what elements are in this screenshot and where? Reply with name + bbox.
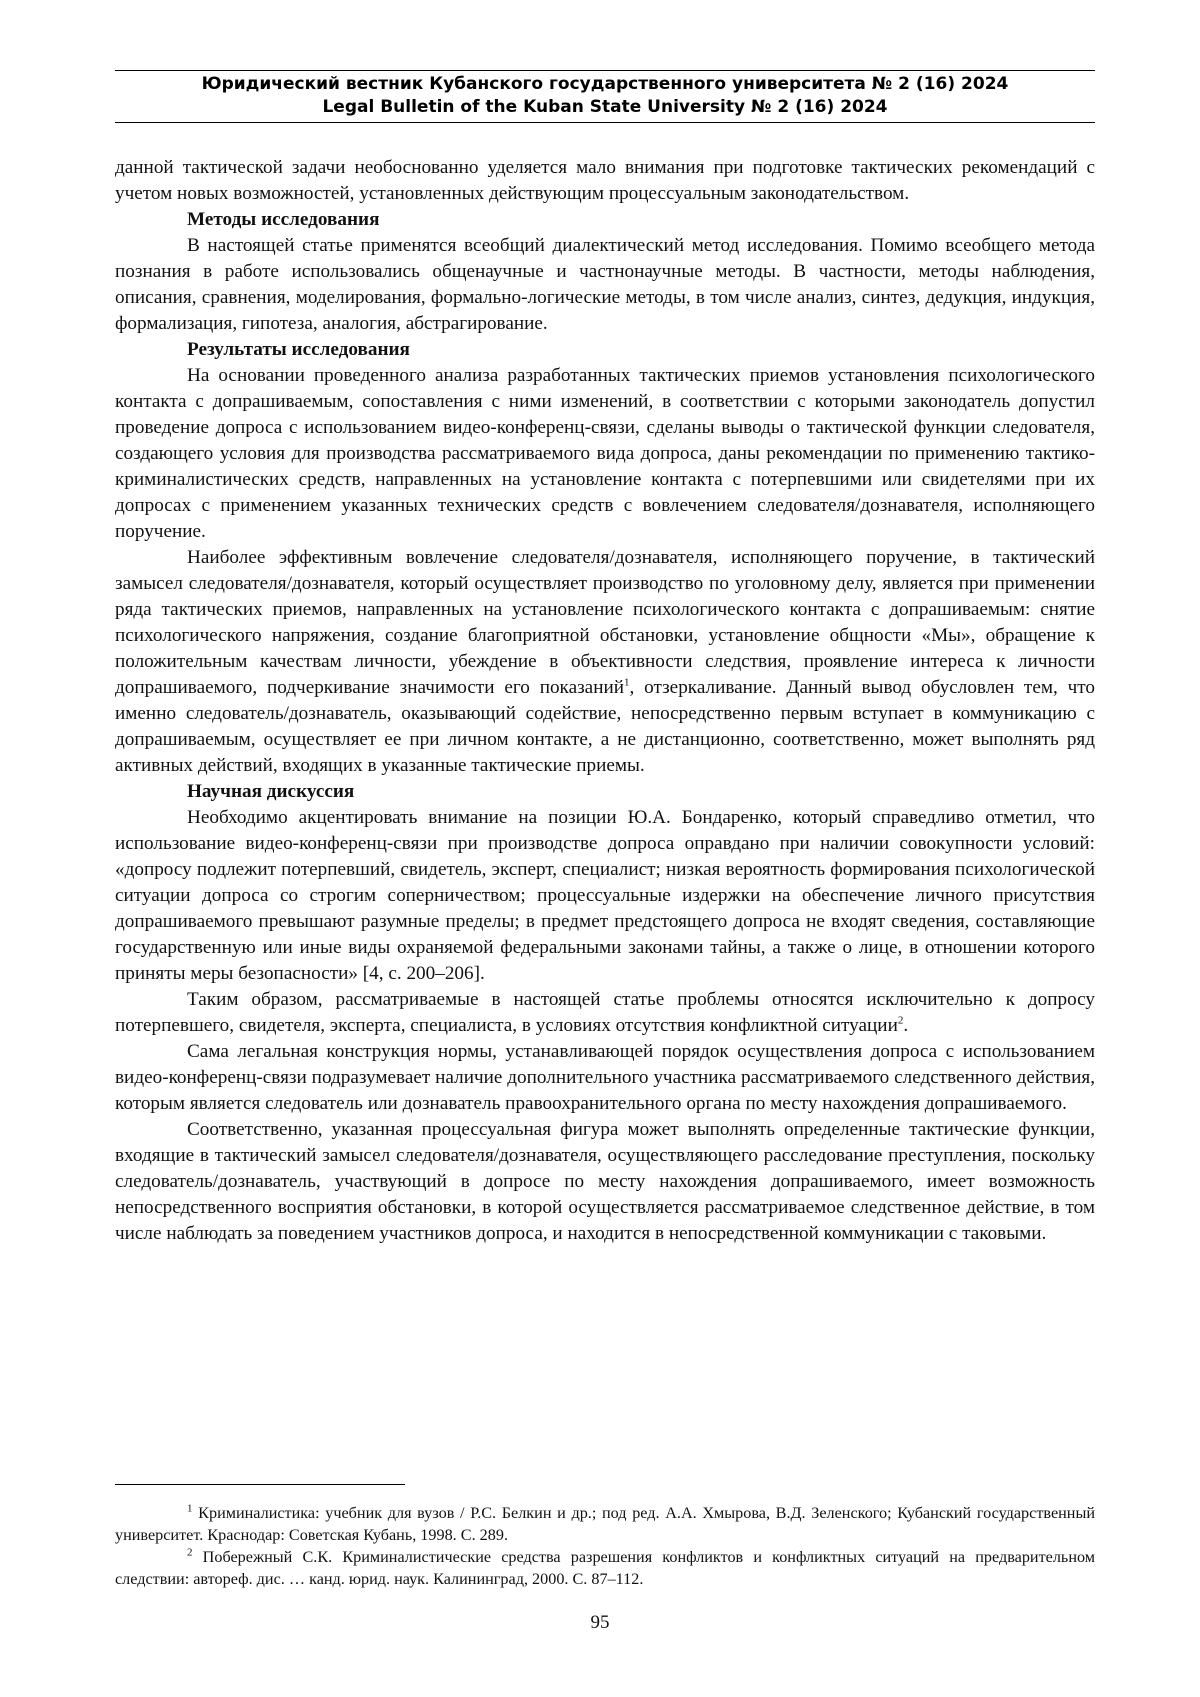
paragraph-results-1: На основании проведенного анализа разработанных тактических приемов установления психологического контакта с допрашиваемым, сопоставления с ними изменений, в соответствии с которыми законодатель допустил проведение допроса с использованием видео-конференц-связи, сделаны выводы о тактической функции следователя, создающего условия для производства рассматриваемого вида допроса, даны рекомендации по применению тактико-криминалистических средств, направленных на установление контакта с потерпевшими или свидетелями при их допросах с применением указанных технических средств с вовлечением следователя/дознавателя, исполняющего поручение. bbox=[115, 365, 1095, 542]
footnote-ref-2[interactable]: 2 bbox=[897, 1014, 904, 1027]
section-heading-methods: Методы исследования bbox=[187, 209, 380, 230]
footnote-number: 1 bbox=[187, 1502, 193, 1515]
section-heading-results: Результаты исследования bbox=[187, 339, 410, 360]
paragraph-discussion-3: Сама легальная конструкция нормы, устанавливающей порядок осуществления допроса с использованием видео-конференц-связи подразумевает наличие дополнительного участника рассматриваемого следственного действия, которым является следователь или дознаватель правоохранительного органа по месту нахождения допрашиваемого. bbox=[115, 1041, 1095, 1114]
footnote-number: 2 bbox=[187, 1546, 193, 1559]
footnote-text: Криминалистика: учебник для вузов / Р.С. Белкин и др.; под ред. А.А. Хмырова, В.Д. Зеленского; Кубанский государственный университет. Краснодар: Советская Кубань, 1998. С. 289. bbox=[115, 1504, 1096, 1544]
footnote-1 bbox=[115, 1502, 1095, 1546]
paragraph-text: , отзеркаливание. Данный вывод обусловлен тем, что именно следователь/дознаватель, оказывающий содействие, непосредственно первым вступает в коммуникацию с допрашиваемым, осуществляет ее при личном контакте, а не дистанционно, соответственно, может выполнять ряд активных действий, входящих в указанные тактические приемы. bbox=[115, 677, 1095, 776]
paragraph-text: . bbox=[903, 1015, 909, 1036]
footnote-2 bbox=[115, 1546, 1095, 1590]
journal-title-ru: Юридический вестник Кубанского государственного университета № 2 (16) 2024 bbox=[201, 74, 1009, 94]
paragraph-text: Наиболее эффективным вовлечение следователя/дознавателя, исполняющего поручение, в тактический замысел следователя/дознавателя, который осуществляет производство по уголовному делу, является при применении ряда тактических приемов, направленных на установление психологического контакта с допрашиваемым: снятие психологического напряжения, создание благоприятной обстановки, установление общности «Мы», обращение к положительным качествам личности, убеждение в объективности следствия, проявление интереса к личности допрашиваемого, подчеркивание значимости его показаний bbox=[115, 547, 1095, 698]
page-number: 95 bbox=[590, 1612, 610, 1633]
paragraph-discussion-2 bbox=[115, 987, 1095, 1039]
journal-header bbox=[115, 70, 1095, 123]
paragraph-results-2 bbox=[115, 545, 1095, 779]
footnote-divider bbox=[115, 1484, 405, 1485]
paragraph-text: Таким образом, рассматриваемые в настоящей статье проблемы относятся исключительно к допросу потерпевшего, свидетеля, эксперта, специалиста, в условиях отсутствия конфликтной ситуации bbox=[115, 989, 1095, 1036]
paragraph-intro-continuation: данной тактической задачи необоснованно уделяется мало внимания при подготовке тактических рекомендаций с учетом новых возможностей, установленных действующим процессуальным законодательством. bbox=[115, 157, 1095, 204]
footnote-ref-1[interactable]: 1 bbox=[624, 676, 630, 689]
journal-title-en: Legal Bulletin of the Kuban State University № 2 (16) 2024 bbox=[322, 97, 888, 117]
paragraph-discussion-4: Соответственно, указанная процессуальная фигура может выполнять определенные тактические функции, входящие в тактический замысел следователя/дознавателя, осуществляющего расследование преступления, поскольку следователь/дознаватель, участвующий в допросе по месту нахождения допрашиваемого, имеет возможность непосредственного восприятия обстановки, в которой осуществляется рассматриваемое следственное действие, в том числе наблюдать за поведением участников допроса, и находится в непосредственной коммуникации с таковыми. bbox=[115, 1119, 1095, 1244]
section-heading-discussion: Научная дискуссия bbox=[187, 781, 355, 802]
paragraph-methods: В настоящей статье применятся всеобщий диалектический метод исследования. Помимо всеобщего метода познания в работе использовались общенаучные и частнонаучные методы. В частности, методы наблюдения, описания, сравнения, моделирования, формально-логические методы, в том числе анализ, синтез, дедукция, индукция, формализация, гипотеза, аналогия, абстрагирование. bbox=[115, 235, 1095, 334]
footnote-text: Побережный С.К. Криминалистические средства разрешения конфликтов и конфликтных ситуаций на предварительном следствии: автореф. дис. … канд. юрид. наук. Калининград, 2000. С. 87–112. bbox=[115, 1548, 1096, 1588]
footnotes bbox=[115, 1502, 1095, 1590]
article-body bbox=[115, 155, 1095, 1247]
paragraph-discussion-1: Необходимо акцентировать внимание на позиции Ю.А. Бондаренко, который справедливо отметил, что использование видео-конференц-связи при производстве допроса оправдано при наличии совокупности условий: «допросу подлежит потерпевший, свидетель, эксперт, специалист; низкая вероятность формирования психологической ситуации допроса со строгим соперничеством; процессуальные издержки на обеспечение личного присутствия допрашиваемого превышают разумные пределы; в предмет предстоящего допроса не входят сведения, составляющие государственную или иные виды охраняемой федеральными законами тайны, а также о лице, в отношении которого приняты меры безопасности» [4, с. 200–206]. bbox=[115, 807, 1095, 984]
